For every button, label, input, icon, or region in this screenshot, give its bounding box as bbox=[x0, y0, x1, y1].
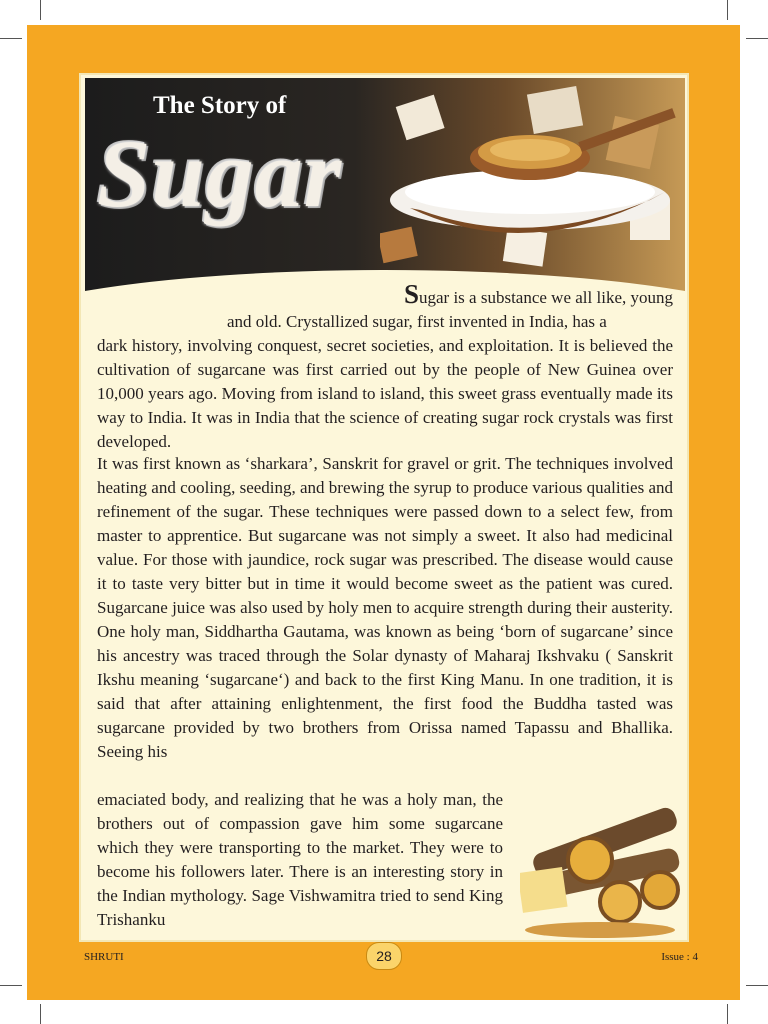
paragraph-1-line-1-text: ugar is a substance we all like, young bbox=[419, 288, 673, 307]
issue-label: Issue : 4 bbox=[661, 951, 698, 963]
crop-mark-bottom-left-v bbox=[40, 1004, 41, 1024]
title-big: Sugar bbox=[97, 120, 343, 227]
crop-mark-bottom-right-h bbox=[746, 985, 768, 986]
paragraph-3: emaciated body, and realizing that he was a holy man, the brothers out of compassion gave him some sugarcane which they were transporting to the market. They were to become his followers later. There is an interesting story in the Indian mythology. Sage Vishwamitra tried to send King Trishanku bbox=[97, 790, 503, 929]
paragraph-1-line-2: and old. Crystallized sugar, first invented in India, has a bbox=[227, 312, 607, 331]
sugar-bowl-illustration bbox=[380, 80, 680, 280]
page-number: 28 bbox=[366, 942, 402, 970]
sugarcane-illustration bbox=[520, 790, 685, 940]
crop-mark-top-left-v bbox=[40, 0, 41, 20]
paragraph-1 bbox=[97, 279, 673, 454]
crop-mark-top-right-v bbox=[727, 0, 728, 20]
crop-mark-top-left-h bbox=[0, 38, 22, 39]
crop-mark-bottom-right-v bbox=[727, 1004, 728, 1024]
drop-cap: S bbox=[403, 279, 419, 309]
crop-mark-top-right-h bbox=[746, 38, 768, 39]
paragraph-1-line-1 bbox=[97, 279, 673, 310]
crop-mark-bottom-left-h bbox=[0, 985, 22, 986]
paragraph-2: It was first known as ‘sharkara’, Sanskrit for gravel or grit. The techniques involved heating and cooling, seeding, and brewing the syrup to produce various qualities and refinement of the sugar. These techniques were passed down to a select few, from master to apprentice. But sugarcane was not simply a sweet. It also had medicinal value. For those with jaundice, rock sugar was prescribed. The disease would cause it to taste very bitter but in time it would become sweet as the patient was cured. Sugarcane juice was also used by holy men to acquire strength during their austerity. One holy man, Siddhartha Gautama, was known as being ‘born of sugarcane’ since his ancestry was traced through the Solar dynasty of Maharaj Ikshvaku ( Sanskrit Ikshu meaning ‘sugarcane‘) and back to the first King Manu. In one tradition, it is said that after attaining enlightenment, the first food the Buddha tasted was sugarcane provided by two brothers from Orissa named Tapassu and Bhallika. Seeing his bbox=[97, 454, 673, 761]
title-small: The Story of bbox=[153, 92, 287, 119]
magazine-name: SHRUTI bbox=[84, 951, 124, 963]
paragraph-1-body: dark history, involving conquest, secret societies, and exploitation. It is believed the cultivation of sugarcane was first carried out by the people of New Guinea over 10,000 years ago. Moving from island to island, this sweet grass eventually made its way to India. It was in India that the science of creating sugar rock crystals was first developed. bbox=[97, 336, 673, 451]
